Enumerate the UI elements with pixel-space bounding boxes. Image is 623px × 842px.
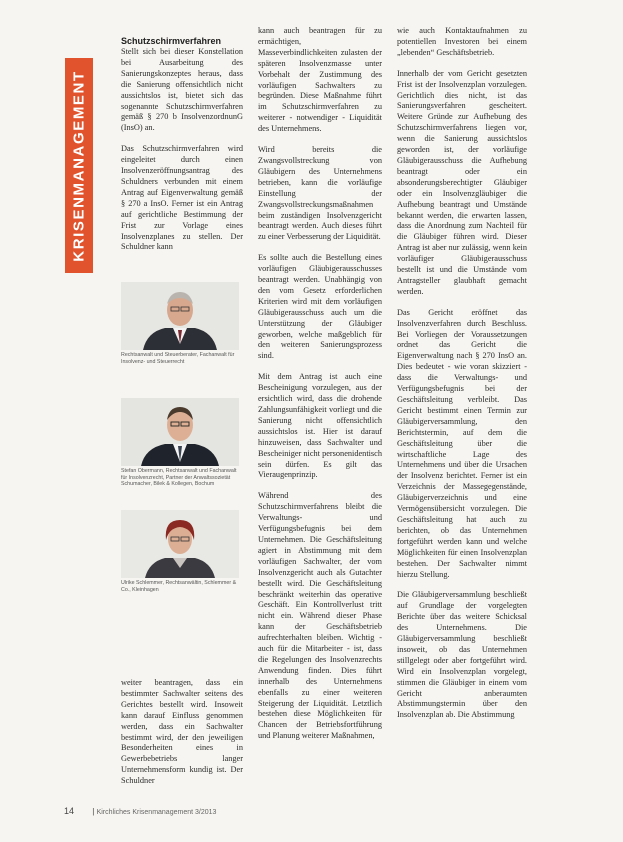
paragraph: Während des Schutzschirmverfahrens bleibt die Verwaltungs- und Verfügungsbefugnis bei dem Unternehmen. Die Geschäftsleitung agiert in Abstimmung mit dem vorläufigen Sachwalter, der vom Insolvenzgericht auch als Gutachter bestellt wird. Die Geschäftsleitung beschränkt weiterhin das operative Geschäft. Ein Kontrollverlust tritt nicht ein. Während dieser Phase kann der Geschäftsbetrieb aufrechterhalten bleiben. Wichtig - auch für die Mitarbeiter - ist, dass die Regelungen des Insolvenzrechts Anwendung finden. Dies führt innerhalb des Unternehmens ebenfalls zu einer weiteren Steigerung der Liquidität. Letztlich bestehen diese Möglichkeiten für Chancen der Betriebsfortführung und Planung weiterer Maßnahmen, (258, 491, 382, 741)
page-footer (64, 806, 216, 816)
author-portrait (121, 510, 239, 578)
footer-divider: | (92, 807, 95, 816)
article-heading: Schutzschirmverfahren (121, 36, 222, 46)
section-tab (65, 58, 93, 273)
article-column-1-continued (121, 678, 243, 797)
paragraph: Das Schutzschirmverfahren wird eingeleitet durch einen Insolvenzeröffnungsantrag des Schuldners verbunden mit einem Antrag auf Eigenverwaltung gemäß § 270 a InsO. Ferner ist ein Antrag auf gerichtliche Bestimmung der Frist zur Vorlage eines Insolvenzplanes zu stellen. Der Schuldner kann (121, 144, 243, 252)
paragraph: Es sollte auch die Bestellung eines vorläufigen Gläubigerausschusses beantragt werden. Unabhängig von den vom Gesetz erforderlichen Kriterien wird mit dem vorläufigen Gläubigerausschuss auch um die Unterstützung der Gläubiger geworben, welche maßgeblich für den weiteren Sanierungsprozess sind. (258, 253, 382, 361)
paragraph: Stellt sich bei dieser Konstellation bei Ausarbeitung des Sanierungskonzeptes heraus, dass die Sanierung offensichtlich nicht aussichtslos ist, bietet sich das sogenannte Schutzschirmverfahren gemäß § 270 b InsolvenzordnunG (InsO) an. (121, 47, 243, 133)
author-caption: Rechtsanwalt und Steuerberater, Fachanwalt für Insolvenz- und Steuerrecht (121, 352, 235, 365)
author-portrait (121, 398, 239, 466)
article-column-1 (121, 36, 243, 263)
author-portrait (121, 282, 239, 350)
paragraph: Die Gläubigerversammlung beschließt auf Grundlage der vorgelegten Berichte über das weitere Schicksal des Unternehmens. Die Gläubigerversammlung beschließt insoweit, ob das Unternehmen stillgelegt oder aber fortgeführt wird. Wird ein Insolvenzplan vorgelegt, stimmen die Gläubiger in einem vom Gericht anberaumten Abstimmungstermin über den Insolvenzplan ab. Die Abstimmung (397, 590, 527, 720)
paragraph: Wird bereits die Zwangsvollstreckung von Gläubigern des Unternehmens betrieben, kann die vorläufige Einstellung der Zwangsvollstreckungsmaßnahmen beim zuständigen Insolvenzgericht beantragt werden. Auch dieses führt zu einer Verbesserung der Liquidität. (258, 145, 382, 242)
paragraph: Das Gericht eröffnet das Insolvenzverfahren durch Beschluss. Bei Vorliegen der Voraussetzungen ordnet das Gericht die Eigenverwaltung nach § 270 InsO an. Dies bedeutet - wie voran skizziert - dass die Verwaltungs- und Verfügungsbefugnis bei der Geschäftsleitung verbleibt. Das Gericht bestimmt einen Termin zur Gläubigerversammlung, den Berichtstermin, auf dem die Geschäftsleitung über die wirtschaftliche Lage des Unternehmens und über die Ursachen der Insolvenz berichtet. Ferner ist ein Verzeichnis der Massegegenstände, Gläubigerverzeichnis und eine Vermögensübersicht vorzulegen. Die Geschäftsleitung hat auch zu berichten, ob das Unternehmen fortgeführt werden kann und welche Möglichkeiten für einen Insolvenzplan bestehen. Der Sachwalter nimmt hierzu Stellung. (397, 307, 527, 579)
author-caption: Stefan Obermann, Rechtsanwalt und Fachanwalt für Insolvenzrecht, Partner der Anwaltssozietät Schumacher, Bilek & Kollegen, Bochum (121, 468, 237, 488)
paragraph: kann auch beantragen für zu ermächtigen, Masseverbindlichkeiten zulasten der späteren Insolvenzmasse unter Vorbehalt der Zustimmung des vorläufigen Sachwalters zu begründen. Diese Maßnahme führt im Schutzschirmverfahren zu weiterer - notwendiger - Liquidität des Unternehmens. (258, 26, 382, 134)
article-column-3 (397, 26, 527, 731)
section-label: KRISENMANAGEMENT (70, 69, 88, 262)
paragraph: weiter beantragen, dass ein bestimmter Sachwalter seitens des Gerichtes bestellt wird. Insoweit kann darauf Einfluss genommen werden, dass ein Sachwalter bestimmt wird, der den jeweiligen Besonderheiten eines in Gewerbebetriebs langer Unternehmensform kundig ist. Der Schuldner (121, 678, 243, 786)
page-number: 14 (64, 806, 75, 816)
article-column-2 (258, 26, 382, 752)
paragraph: Mit dem Antrag ist auch eine Bescheinigung vorzulegen, aus der ersichtlich wird, dass die drohende Zahlungsunfähigkeit vorliegt und die Sanierung nicht offensichtlich aussichtslos ist. Hier ist darauf hinzuweisen, dass Sachwalter und Bescheiniger nicht personenidentisch sein dürfen. Es gilt das Vieraugenprinzip. (258, 372, 382, 480)
author-caption: Ulrike Schlemmer, Rechtsanwältin, Schlemmer & Co., Kleinhagen (121, 580, 237, 593)
publication-name: Kirchliches Krisenmanagement 3/2013 (96, 809, 217, 816)
paragraph: Innerhalb der vom Gericht gesetzten Frist ist der Insolvenzplan vorzulegen. Gerichtlich dies nicht, ist das Sanierungsverfahren gescheitert. Weitere Gründe zur Aufhebung des Schutzschirmverfahrens liegen vor, wenn die Sanierung aussichtslos geworden ist, der vorläufige Gläubigerausschuss die Aufhebung beantragt oder ein absonderungsberechtigter Gläubiger oder ein Insolvenzgläubiger die Aufhebung beantragt und Umstände bekannt werden, die erwarten lassen, dass die Anordnung zum Nachteil für die Gläubiger führen wird. Dieser Antrag ist aber nur zulässig, wenn kein vorläufiger Gläubigerausschuss bestellt ist und die Umstände vom Antragsteller glaubhaft gemacht werden. (397, 68, 527, 296)
paragraph: wie auch Kontaktaufnahmen zu potentiellen Investoren bei einem „lebenden“ Geschäftsbetrieb. (397, 26, 527, 57)
